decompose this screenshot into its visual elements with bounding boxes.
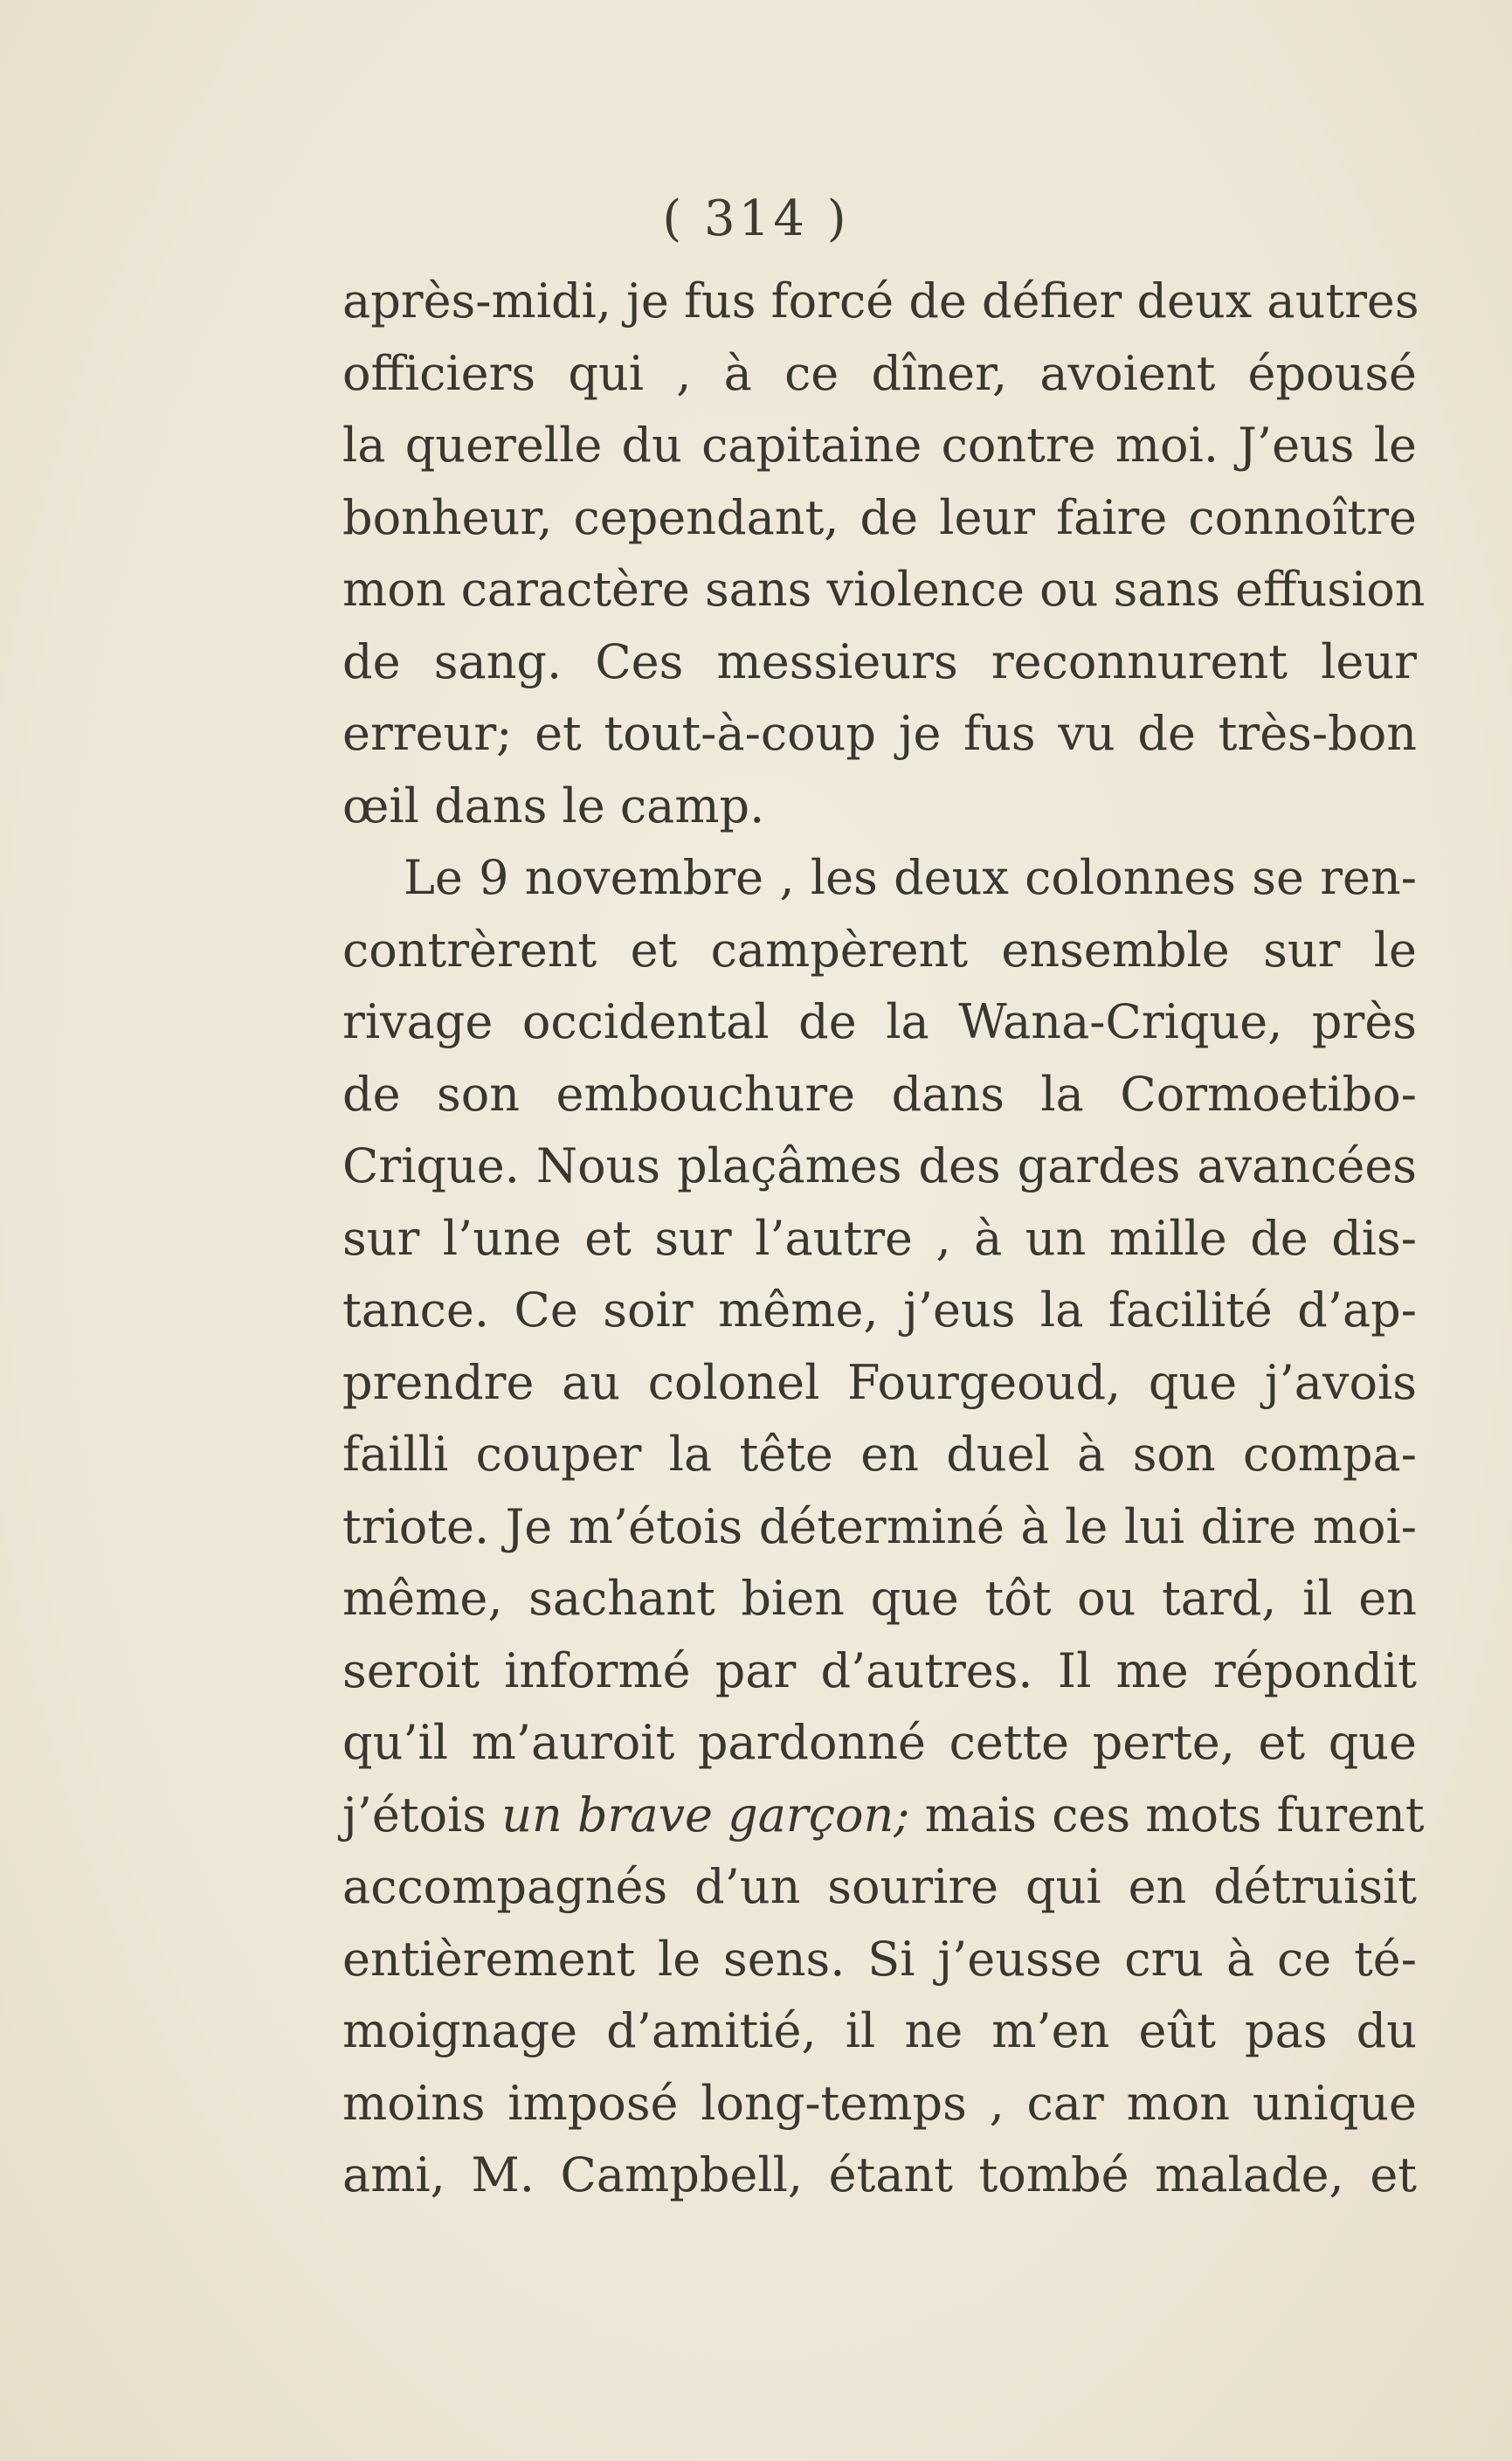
body-text <box>342 266 1426 2212</box>
text-line: qu’il m’auroit pardonné cette perte, et que <box>342 1715 1417 1770</box>
text-line: prendre au colonel Fourgeoud, que j’avois <box>342 1354 1417 1410</box>
text-fragment: mais ces mots furent <box>924 1787 1425 1842</box>
text-fragment: j’étois <box>342 1787 487 1842</box>
text-line: seroit informé par d’autres. Il me répondit <box>342 1642 1417 1698</box>
text-line: mon caractère sans violence ou sans effusion <box>342 562 1426 617</box>
text-line: entièrement le sens. Si j’eusse cru à ce té- <box>342 1931 1417 1987</box>
text-line: erreur; et tout-à-coup je fus vu de très-bon <box>342 706 1417 761</box>
text-line: Crique. Nous plaçâmes des gardes avancées <box>342 1138 1417 1193</box>
text-line: bonheur, cependant, de leur faire connoître <box>342 489 1417 545</box>
text-line: sur l’une et sur l’autre , à un mille de dis- <box>342 1210 1417 1266</box>
italic-phrase: un brave garçon; <box>501 1787 910 1842</box>
text-line: même, sachant bien que tôt ou tard, il en <box>342 1571 1417 1626</box>
text-line: accompagnés d’un sourire qui en détruisit <box>342 1859 1417 1914</box>
text-line-with-italic <box>342 1780 1425 1852</box>
text-line: moins imposé long-temps , car mon unique <box>342 2075 1417 2131</box>
page-number: ( 314 ) <box>662 190 850 247</box>
text-line: tance. Ce soir même, j’eus la facilité d’ap- <box>342 1282 1417 1338</box>
text-line: œil dans le camp. <box>342 778 765 833</box>
text-line: failli couper la tête en duel à son compa- <box>342 1427 1417 1482</box>
text-line: de sang. Ces messieurs reconnurent leur <box>342 633 1417 689</box>
text-line: rivage occidental de la Wana-Crique, près <box>342 994 1417 1049</box>
text-line: moignage d’amitié, il ne m’en eût pas du <box>342 2003 1417 2058</box>
text-line: de son embouchure dans la Cormoetibo- <box>342 1066 1417 1122</box>
text-line: officiers qui , à ce dîner, avoient épousé <box>342 345 1417 401</box>
text-line: contrèrent et campèrent ensemble sur le <box>342 922 1417 978</box>
text-line: après-midi, je fus forcé de défier deux autres <box>342 273 1419 328</box>
paragraph-start-line: Le 9 novembre , les deux colonnes se ren- <box>404 850 1417 905</box>
text-line: ami, M. Campbell, étant tombé malade, et <box>342 2147 1417 2202</box>
text-line: la querelle du capitaine contre moi. J’eus le <box>342 418 1417 473</box>
text-line: triote. Je m’étois déterminé à le lui dire moi- <box>342 1498 1417 1554</box>
